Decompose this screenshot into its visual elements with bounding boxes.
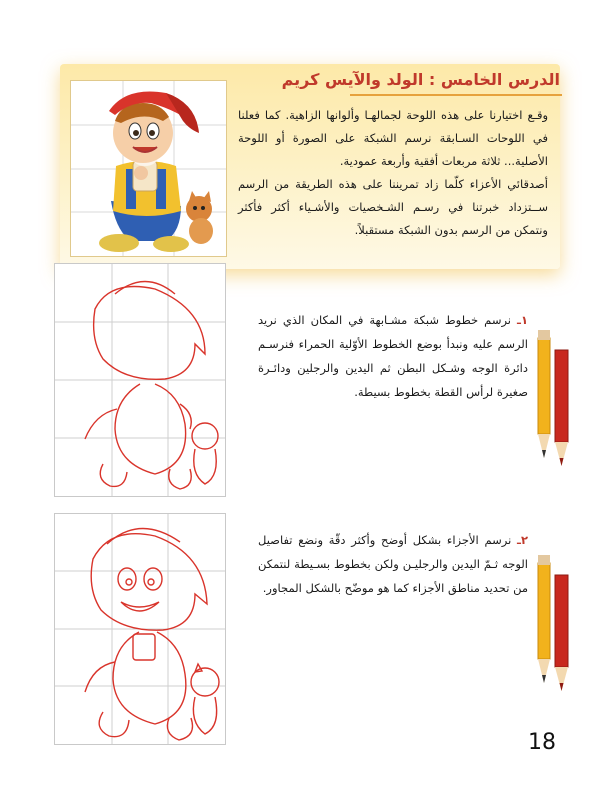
step-2-number: ٢ـ <box>517 533 529 547</box>
intro-paragraph: أصدقائي الأعزاء كلّما زاد تمريننا على هذه الطريقة من الرسم ســتزداد خبرتنا في رسـم الشـخصيات والأشـياء أكثر فأكثر ونتمكن من الرسم بدون الشبكة مستقبلاً. <box>238 177 548 237</box>
reference-picture <box>70 80 227 257</box>
red-pencil-icon <box>555 575 568 691</box>
step-2-pencils <box>534 545 574 695</box>
boy-with-ice-cream-illustration <box>71 81 226 256</box>
step-1-sketch <box>55 264 225 496</box>
page-number: 18 <box>528 730 556 755</box>
step-1-number: ١ـ <box>517 313 528 327</box>
step-1-description: نرسم خطوط شبكة مشـابهة في المكان الذي نريد الرسم عليه ونبدأ بوضع الخطوط الأوّلية الحمراء فنرسـم دائرة الوجه وشـكل البطن ثم اليدين والرجلين ودائـرة صغيرة لرأس القطة بخطوط بسيطة. <box>258 313 528 399</box>
yellow-pencil-icon <box>538 330 550 458</box>
intro-text <box>238 104 548 242</box>
red-pencil-icon <box>555 350 568 466</box>
step-1-text <box>258 308 528 404</box>
step-2-text <box>258 528 528 600</box>
intro-paragraph: وقـع اختيارنا على هذه اللوحة لجمالهـا وألوانها الزاهية. كما فعلنا في اللوحات السـابقة نرسم الشبكة على الصورة أو اللوحة الأصلية... ثلاثة مربعات أفقية وأربعة عمودية. <box>238 108 548 168</box>
lesson-title: الدرس الخامس : الولد والآيس كريم <box>281 70 560 89</box>
title-underline <box>350 94 562 96</box>
step-1-pencils <box>534 320 574 470</box>
step-1-sketch-grid <box>54 263 226 497</box>
step-2-description: نرسم الأجزاء بشكل أوضح وأكثر دقّة ونضع تفاصيل الوجه ثـمّ اليدين والرجليـن ولكن بخطوط بسـيطة لنتمكن من تحديد مناطق الأجزاء كما هو موضّح بالشكل المجاور. <box>258 533 528 595</box>
yellow-pencil-icon <box>538 555 550 683</box>
step-2-sketch-grid <box>54 513 226 745</box>
step-2-sketch <box>55 514 225 744</box>
